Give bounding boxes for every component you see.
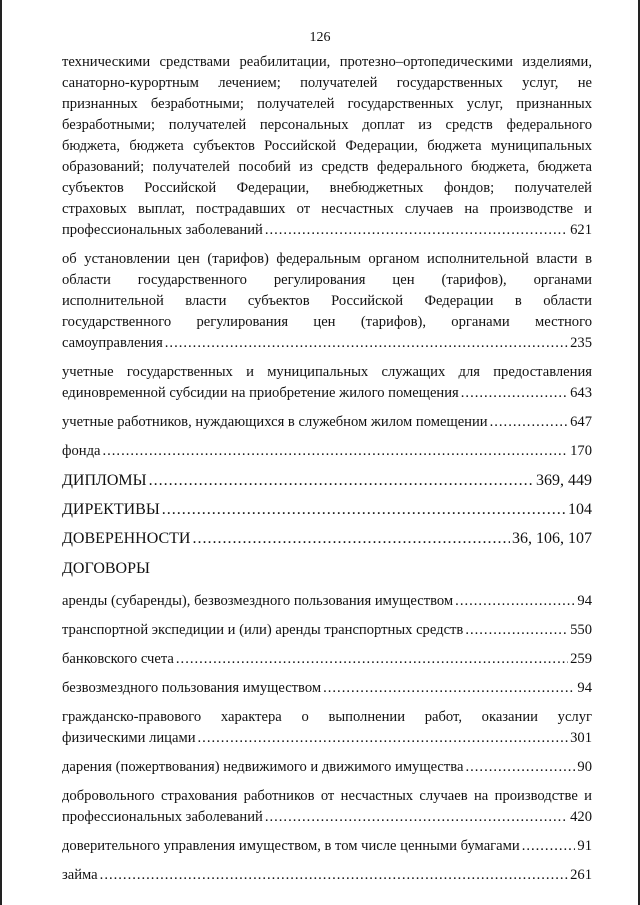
entry-text-last: единовременной субсидии на приобретение жилого помещения bbox=[62, 385, 459, 401]
entry-text: банковского счета bbox=[62, 651, 174, 667]
index-entry-bank-account bbox=[62, 649, 592, 670]
entry-text-line: страховых выплат, пострадавших от несчастных случаев на производстве и bbox=[62, 201, 592, 217]
dot-leader bbox=[165, 333, 568, 354]
entry-text-line: бюджета, бюджета субъектов Российской Федерации, бюджета муниципальных bbox=[62, 138, 592, 154]
entry-text-last: профессиональных заболеваний bbox=[62, 222, 263, 238]
entry-text: фонда bbox=[62, 443, 101, 459]
dot-leader bbox=[265, 220, 568, 241]
entry-text-line: добровольного страхования работников от несчастных случаев на производстве и bbox=[62, 788, 592, 804]
dot-leader bbox=[465, 757, 575, 778]
index-entry-fund bbox=[62, 441, 592, 462]
index-entry-civil-servants bbox=[62, 362, 592, 404]
index-entry-tariffs bbox=[62, 249, 592, 354]
entry-text: дарения (пожертвования) недвижимого и движимого имущества bbox=[62, 759, 464, 775]
index-entry-loan bbox=[62, 865, 592, 886]
entry-text-line: исполнительной власти субъектов Российской Федерации в области bbox=[62, 293, 592, 309]
index-entry-trust-management bbox=[62, 836, 592, 857]
dot-leader bbox=[176, 649, 568, 670]
index-heading-diplomy bbox=[62, 470, 592, 491]
entry-text-line: государственного регулирования цен (тарифов), органами местного bbox=[62, 314, 592, 330]
entry-text-line: учетные государственных и муниципальных служащих для предоставления bbox=[62, 364, 592, 380]
dot-leader bbox=[465, 620, 568, 641]
dot-leader bbox=[455, 591, 575, 612]
entry-text: аренды (субаренды), безвозмездного пользования имуществом bbox=[62, 593, 454, 609]
page-ref: 621 bbox=[570, 222, 592, 238]
dot-leader bbox=[102, 441, 568, 462]
dot-leader bbox=[323, 678, 575, 699]
index-entry-benefit-recipients bbox=[62, 52, 592, 241]
entry-text-line: безработными; получателей персональных доплат из средств федерального bbox=[62, 117, 592, 133]
page-ref: 647 bbox=[570, 414, 592, 430]
dot-leader bbox=[198, 728, 569, 749]
page-ref: 301 bbox=[570, 730, 592, 746]
page-ref: 369, 449 bbox=[536, 472, 592, 489]
page-ref: 170 bbox=[570, 443, 592, 459]
page-ref: 261 bbox=[570, 867, 592, 883]
entry-text-line: признанных безработными; получателей государственных услуг, признанных bbox=[62, 96, 592, 112]
dot-leader bbox=[162, 499, 566, 520]
page-ref: 420 bbox=[570, 809, 592, 825]
page-ref: 90 bbox=[577, 759, 592, 775]
index-entry-employees-housing bbox=[62, 412, 592, 433]
index-heading-direktivy bbox=[62, 499, 592, 520]
page-ref: 36, 106, 107 bbox=[512, 530, 592, 547]
entry-text-last: физическими лицами bbox=[62, 730, 196, 746]
page-ref: 259 bbox=[570, 651, 592, 667]
index-entry-insurance bbox=[62, 786, 592, 828]
dot-leader bbox=[522, 836, 576, 857]
page-ref: 550 bbox=[570, 622, 592, 638]
index-entry-transport bbox=[62, 620, 592, 641]
page-left-edge bbox=[0, 0, 2, 905]
dot-leader bbox=[461, 383, 568, 404]
page-ref: 91 bbox=[577, 838, 592, 854]
page-ref: 643 bbox=[570, 385, 592, 401]
entry-text: доверительного управления имуществом, в том числе ценными бумагами bbox=[62, 838, 520, 854]
entry-text-line: субъектов Российской Федерации, внебюджетных фондов; получателей bbox=[62, 180, 592, 196]
entry-text: учетные работников, нуждающихся в служебном жилом помещении bbox=[62, 414, 488, 430]
entry-text-line: об установлении цен (тарифов) федеральным органом исполнительной власти в bbox=[62, 251, 592, 267]
index-heading-doverennosti bbox=[62, 528, 592, 549]
index-heading-dogovory: ДОГОВОРЫ bbox=[62, 560, 150, 577]
dot-leader bbox=[192, 528, 510, 549]
heading-text: ДИРЕКТИВЫ bbox=[62, 501, 160, 518]
page-ref: 94 bbox=[577, 593, 592, 609]
entry-text-last: профессиональных заболеваний bbox=[62, 809, 263, 825]
entry-text-last: самоуправления bbox=[62, 335, 163, 351]
page-ref: 104 bbox=[568, 501, 592, 518]
entry-text-line: образований; получателей пособий из средств федерального бюджета, бюджета bbox=[62, 159, 592, 175]
entry-text-line: санаторно-курортным лечением; получателей государственных услуг, не bbox=[62, 75, 592, 91]
entry-text: транспортной экспедиции и (или) аренды транспортных средств bbox=[62, 622, 464, 638]
entry-text-line: техническими средствами реабилитации, протезно–ортопедическими изделиями, bbox=[62, 54, 592, 70]
heading-text: ДОВЕРЕННОСТИ bbox=[62, 530, 191, 547]
entry-text-line: области государственного регулирования цен (тарифов), органами bbox=[62, 272, 592, 288]
index-entry-civil-law bbox=[62, 707, 592, 749]
page-ref: 235 bbox=[570, 335, 592, 351]
dot-leader bbox=[490, 412, 569, 433]
index-entry-donation bbox=[62, 757, 592, 778]
page-ref: 94 bbox=[577, 680, 592, 696]
index-entry-lease bbox=[62, 591, 592, 612]
page-number: 126 bbox=[309, 30, 331, 45]
subject-index bbox=[62, 52, 592, 894]
entry-text: безвозмездного пользования имуществом bbox=[62, 680, 322, 696]
index-entry-free-use bbox=[62, 678, 592, 699]
dot-leader bbox=[149, 470, 534, 491]
dot-leader bbox=[265, 807, 568, 828]
entry-text-line: гражданско-правового характера о выполнении работ, оказании услуг bbox=[62, 709, 592, 725]
entry-text: займа bbox=[62, 867, 98, 883]
heading-text: ДИПЛОМЫ bbox=[62, 472, 147, 489]
dot-leader bbox=[100, 865, 568, 886]
